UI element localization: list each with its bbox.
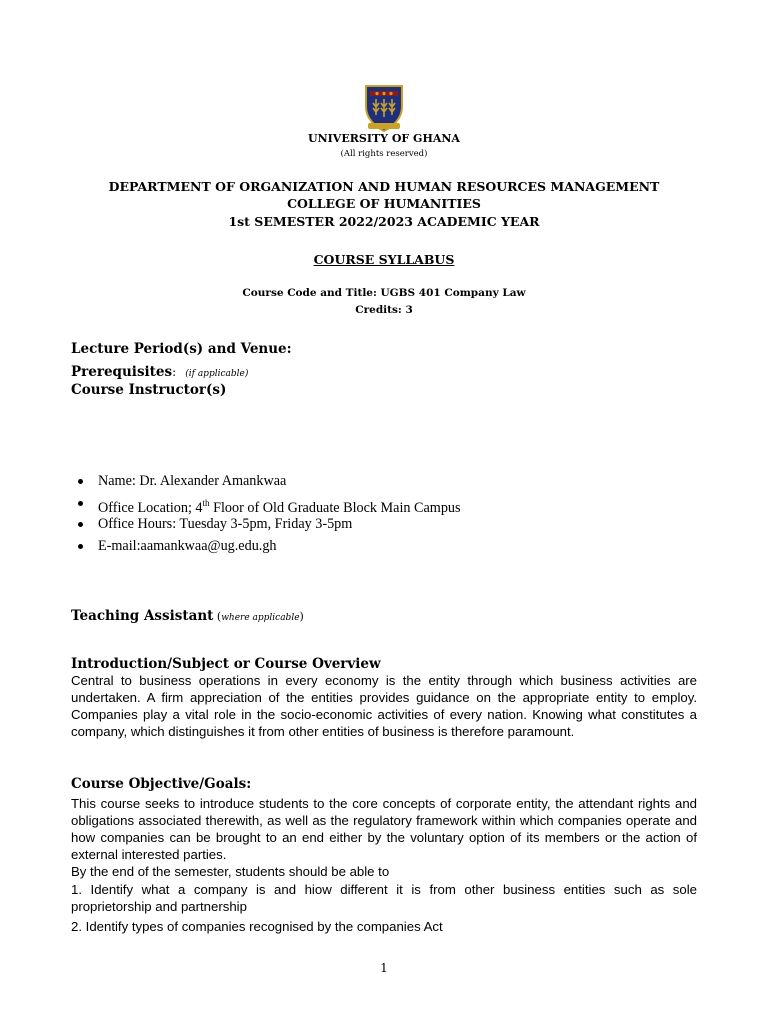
instructor-contact-list [78, 472, 461, 559]
instructor-email: E-mail:aamankwaa@ug.edu.gh [98, 538, 277, 555]
document-title: COURSE SYLLABUS [313, 252, 455, 267]
university-crest-logo [362, 83, 406, 133]
credits: Credits: 3 [355, 304, 413, 316]
prerequisites-line [71, 361, 248, 380]
prerequisites-label: Prerequisites [71, 364, 173, 380]
objective-item-1: 1. Identify what a company is and hiow different it is from other business entities such as sole proprietorship and partnership [71, 882, 697, 914]
teaching-assistant-paren-open: ( [213, 610, 222, 623]
list-item [78, 537, 461, 559]
objective-item-2: 2. Identify types of companies recognised by the companies Act [71, 919, 443, 934]
office-hours: Office Hours: Tuesday 3-5pm, Friday 3-5pm [98, 516, 353, 533]
bullet-icon [78, 501, 83, 506]
prerequisites-note: (if applicable) [185, 369, 249, 379]
course-code-title: Course Code and Title: UGBS 401 Company Law [242, 287, 526, 299]
office-location-rest: Floor of Old Graduate Block Main Campus [209, 499, 461, 516]
objectives-paragraph: This course seeks to introduce students to the core concepts of corporate entity, the attendant rights and obligations associated therewith, as well as the regulatory framework within which companies operate and how companies can be brought to an end either by the voluntary option of its members or the action of external interested parties. [71, 796, 697, 862]
teaching-assistant-note: where applicable [221, 613, 300, 623]
teaching-assistant-label: Teaching Assistant [71, 608, 214, 624]
bullet-icon [78, 544, 83, 549]
intro-paragraph: Central to business operations in every economy is the entity through which business activities are undertaken. A firm appreciation of the entities provides guidance on the appropriate entity to employ. Companies play a vital role in the socio-economic activities of every nation. Knowing what constitutes a company, which distinguishes it from other entities of business is therefore paramount. [71, 673, 697, 739]
instructor-name: Name: Dr. Alexander Amankwaa [98, 473, 287, 489]
list-item [78, 515, 461, 537]
department-name: DEPARTMENT OF ORGANIZATION AND HUMAN RESOURCES MANAGEMENT [108, 179, 660, 194]
office-location-ordinal: th [202, 497, 210, 508]
university-name: UNIVERSITY OF GHANA [308, 132, 460, 145]
prerequisites-colon: : [172, 365, 177, 379]
bullet-icon [78, 522, 83, 527]
course-instructors-label: Course Instructor(s) [71, 382, 227, 398]
page-number: 1 [380, 961, 388, 975]
teaching-assistant-paren-close: ) [299, 610, 304, 623]
lecture-period-label: Lecture Period(s) and Venue: [71, 341, 292, 357]
office-location-prefix: Office Location; 4 [98, 499, 203, 516]
semester-line: 1st SEMESTER 2022/2023 ACADEMIC YEAR [228, 214, 540, 229]
college-name: COLLEGE OF HUMANITIES [287, 196, 481, 211]
objectives-lead: By the end of the semester, students should be able to [71, 864, 390, 879]
intro-heading: Introduction/Subject or Course Overview [71, 656, 381, 672]
teaching-assistant-line [71, 605, 304, 624]
objectives-heading: Course Objective/Goals: [71, 776, 252, 792]
list-item [78, 472, 461, 494]
rights-reserved: (All rights reserved) [340, 149, 428, 159]
list-item [78, 494, 461, 516]
bullet-icon [78, 479, 83, 484]
